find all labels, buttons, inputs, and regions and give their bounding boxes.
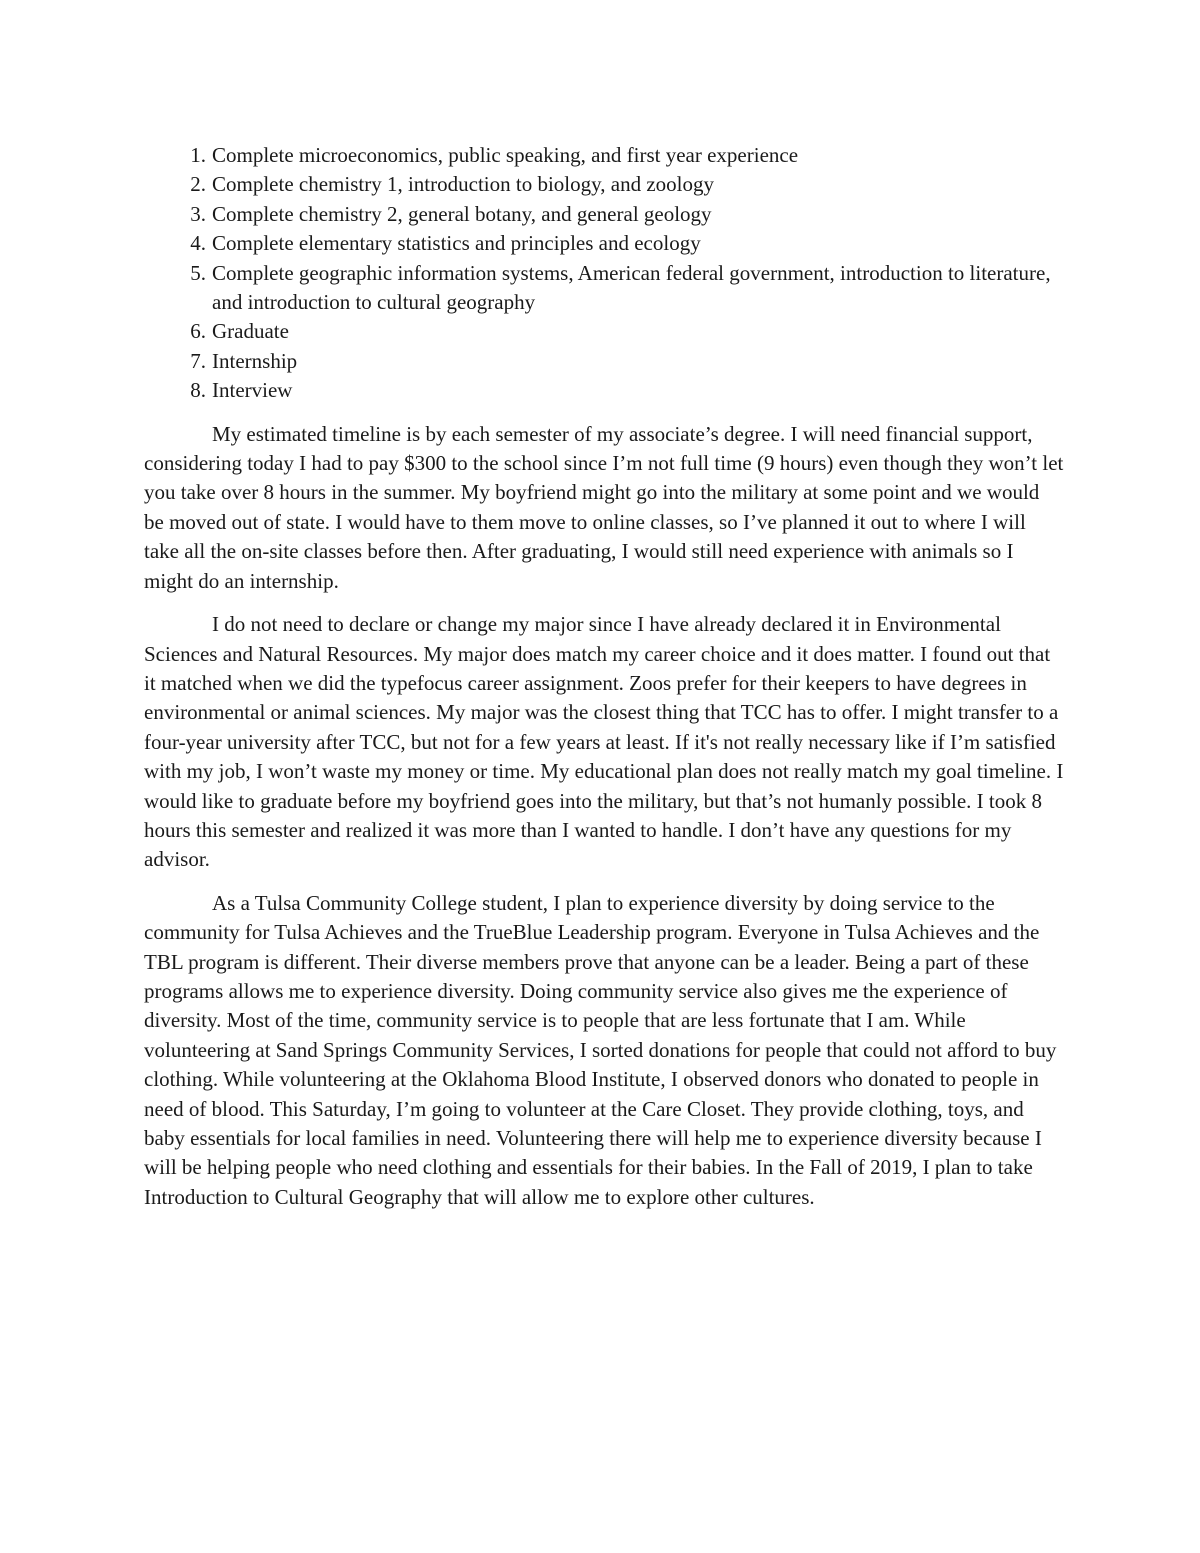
list-text: Interview: [212, 378, 293, 403]
list-item: [144, 317, 1064, 346]
list-text: Graduate: [212, 319, 289, 344]
list-number: 7.: [190, 348, 206, 373]
list-text: Complete microeconomics, public speaking, and first year experience: [212, 143, 799, 167]
list-number: 1.: [190, 143, 206, 167]
list-item: [144, 347, 1064, 376]
paragraph-timeline: My estimated timeline is by each semester of my associate’s degree. I will need financial support, considering today I had to pay $300 to the school since I’m not full time (9 hours) even though they won’t let you take over 8 hours in the summer. My boyfriend might go into the military at some point and we would be moved out of state. I would have to them move to online classes, so I’ve planned it out to where I will take all the on-site classes before then. After graduating, I would still need experience with animals so I might do an internship.: [144, 421, 1064, 593]
list-number: 4.: [190, 231, 206, 256]
document-body: [144, 141, 1064, 1226]
list-text: Complete chemistry 2, general botany, and general geology: [212, 201, 712, 226]
list-text: Complete elementary statistics and principles and ecology: [212, 231, 701, 256]
list-item: [144, 170, 1064, 199]
paragraph-major: I do not need to declare or change my major since I have already declared it in Environmental Sciences and Natural Resources. My major does match my career choice and it does matter. I found out that it matched when we did the typefocus career assignment. Zoos prefer for their keepers to have degrees in environmental or animal sciences. My major was the closest thing that TCC has to offer. I might transfer to a four-year university after TCC, but not for a few years at least. If it's not really necessary like if I’m satisfied with my job, I won’t waste my money or time. My educational plan does not really match my goal timeline. I would like to graduate before my boyfriend goes into the military, but that’s not humanly possible. I took 8 hours this semester and realized it was more than I wanted to handle. I don’t have any questions for my advisor.: [144, 612, 1064, 872]
list-number: 8.: [190, 378, 206, 403]
list-item: [144, 376, 1064, 405]
list-number: 2.: [190, 172, 206, 197]
list-item: [144, 229, 1064, 258]
paragraph-diversity: As a Tulsa Community College student, I plan to experience diversity by doing service to the community for Tulsa Achieves and the TrueBlue Leadership program. Everyone in Tulsa Achieves and the TBL program is different. Their diverse members prove that anyone can be a leader. Being a part of these programs allows me to experience diversity. Doing community service also gives me the experience of diversity. Most of the time, community service is to people that are less fortunate that I am. While volunteering at Sand Springs Community Services, I sorted donations for people that could not afford to buy clothing. While volunteering at the Oklahoma Blood Institute, I observed donors who donated to people in need of blood. This Saturday, I’m going to volunteer at the Care Closet. They provide clothing, toys, and baby essentials for local families in need. Volunteering there will help me to experience diversity because I will be helping people who need clothing and essentials for their babies. In the Fall of 2019, I plan to take Introduction to Cultural Geography that will allow me to explore other cultures.: [144, 890, 1057, 1209]
list-item: [144, 141, 1064, 170]
list-number: 6.: [190, 319, 206, 344]
list-item: [144, 200, 1064, 229]
list-number: 3.: [190, 201, 206, 226]
list-item: [144, 259, 1064, 318]
list-text: Complete chemistry 1, introduction to biology, and zoology: [212, 172, 714, 197]
plan-list: [144, 141, 1064, 406]
list-text: Internship: [212, 348, 298, 373]
list-text: Complete geographic information systems, American federal government, introduction to literature, and introduction to cultural geography: [212, 260, 1051, 315]
list-number: 5.: [190, 260, 206, 285]
